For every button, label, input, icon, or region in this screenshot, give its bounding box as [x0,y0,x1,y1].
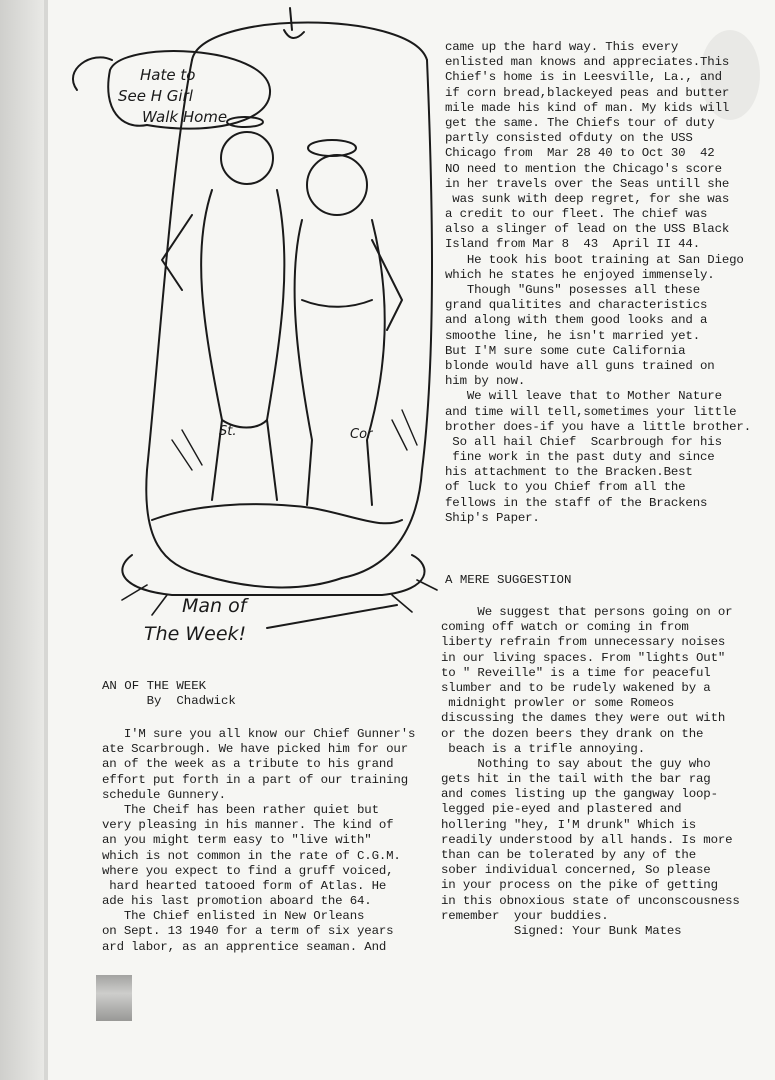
text-line: on Sept. 13 1940 for a term of six years [102,924,394,939]
text-line: grand qualitites and characteristics [445,298,708,313]
text-line: in this obnoxious state of unconscousness [441,893,740,908]
text-line: enlisted man knows and appreciates.This [445,55,730,70]
text-line: slumber and to be rudely wakened by a [441,680,711,695]
text-line: But I'M sure some cute California [445,343,686,358]
right-column-article [445,40,751,526]
dome-right [342,60,432,578]
text-line: So all hail Chief Scarbrough for his [445,434,722,449]
text-line: partly consisted ofduty on the USS [445,131,693,146]
head-left [221,132,273,184]
text-line: brother does-if you have a little brother. [445,419,751,434]
text-line: him by now. [445,374,526,389]
text-line: Chicago from Mar 28 40 to Oct 30 42 [445,146,715,161]
text-line: if corn bread,blackeyed peas and butter [445,85,730,100]
text-line: which is not common in the rate of C.G.M. [102,848,401,863]
text-line: He took his boot training at San Diego [445,252,744,267]
text-line: We suggest that persons going on or [441,605,733,619]
text-line: The Chief enlisted in New Orleans [102,909,365,924]
dome-left [146,60,202,575]
text-line: ard labor, as an apprentice seaman. And [102,939,387,954]
text-line: in our living spaces. From "lights Out" [441,650,726,665]
figure-left-label: St. [219,424,237,439]
text-line: or the dozen beers they drank on the [441,726,704,741]
text-line: Ship's Paper. [445,510,540,525]
text-line: and comes listing up the gangway loop- [441,787,718,802]
text-line: in her travels over the Seas untill she [445,176,730,191]
page-fold [44,0,48,1080]
text-line: fine work in the past duty and since [445,450,715,465]
text-line: I'M sure you all know our Chief Gunner's [102,727,416,741]
text-line: ade his last promotion aboard the 64. [102,894,372,909]
text-line: an of the week as a tribute to his grand [102,757,394,772]
text-line: get the same. The Chiefs tour of duty [445,115,715,130]
text-line: beach is a trifle annoying. [441,741,645,756]
signature: Signed: Your Bunk Mates [441,923,682,938]
text-line: very pleasing in his manner. The kind of [102,818,394,833]
text-line: of luck to you Chief from all the [445,480,686,495]
text-line: gets hit in the tail with the bar rag [441,772,711,787]
text-line: which he states he enjoyed immensely. [445,267,715,282]
halo-left [227,117,263,127]
halo-right [308,140,356,156]
text-line: was sunk with deep regret, for she was [445,191,730,206]
caption-line-2: The Week! [144,623,247,645]
byline: By Chadwick [102,694,236,709]
text-line: sober individual concerned, So please [441,863,711,878]
text-line: and time will tell,sometimes your little [445,404,737,419]
man-of-the-week-drawing [52,0,442,660]
text-line: Nothing to say about the guy who [441,756,711,771]
man-of-week-heading-block [102,679,236,709]
text-line: legged pie-eyed and plastered and [441,802,682,817]
text-line: came up the hard way. This every [445,40,679,54]
text-line: where you expect to find a gruff voiced, [102,863,394,878]
text-line: Chief's home is in Leesville, La., and [445,70,722,85]
figure-right-label: Cor [350,427,373,442]
text-line: effort put forth in a part of our training [102,772,408,787]
text-line: liberty refrain from unnecessary noises [441,635,726,650]
bubble-line-3: Walk Home [142,108,228,126]
man-of-week-article [102,727,415,955]
bubble-line-1: Hate to [140,66,196,84]
text-line: a credit to our fleet. The chief was [445,207,708,222]
text-line: mile made his kind of man. My kids will [445,100,730,115]
suggestion-article [441,605,740,939]
text-line: ate Scarbrough. We have picked him for our [102,742,408,757]
text-line: and along with them good looks and a [445,313,708,328]
text-line: also a slinger of lead on the USS Black [445,222,730,237]
text-line: midnight prowler or some Romeos [441,696,675,711]
text-line: We will leave that to Mother Nature [445,389,722,404]
text-line: readily understood by all hands. Is more [441,832,733,847]
text-line: hard hearted tatooed form of Atlas. He [102,878,387,893]
text-line: discussing the dames they were out with [441,711,726,726]
text-line: remember your buddies. [441,908,609,923]
text-line: schedule Gunnery. [102,787,226,802]
text-line: than can be tolerated by any of the [441,848,696,862]
text-line: Island from Mar 8 43 April II 44. [445,237,700,252]
suggestion-heading: A MERE SUGGESTION [445,573,572,587]
text-line: coming off watch or coming in from [441,620,689,635]
text-line: fellows in the staff of the Brackens [445,495,708,510]
text-line: blonde would have all guns trained on [445,358,715,373]
text-line: to " Reveille" is a time for peaceful [441,665,711,680]
man-of-week-heading: AN OF THE WEEK [102,679,207,693]
bubble-line-2: See H Girl [118,87,193,105]
text-line: NO need to mention the Chicago's score [445,161,722,176]
text-line: hollering "hey, I'M drunk" Which is [441,817,696,832]
text-line: Though "Guns" posesses all these [445,283,700,297]
text-line: his attachment to the Bracken.Best [445,465,693,480]
text-line: an you might term easy to "live with" [102,833,372,848]
text-line: The Cheif has been rather quiet but [102,802,379,817]
text-line: in your process on the pike of getting [441,878,718,893]
caption-line-1: Man of [182,595,247,617]
head-right [307,155,367,215]
tape-strip [96,975,132,1021]
text-line: smoothe line, he isn't married yet. [445,328,700,343]
